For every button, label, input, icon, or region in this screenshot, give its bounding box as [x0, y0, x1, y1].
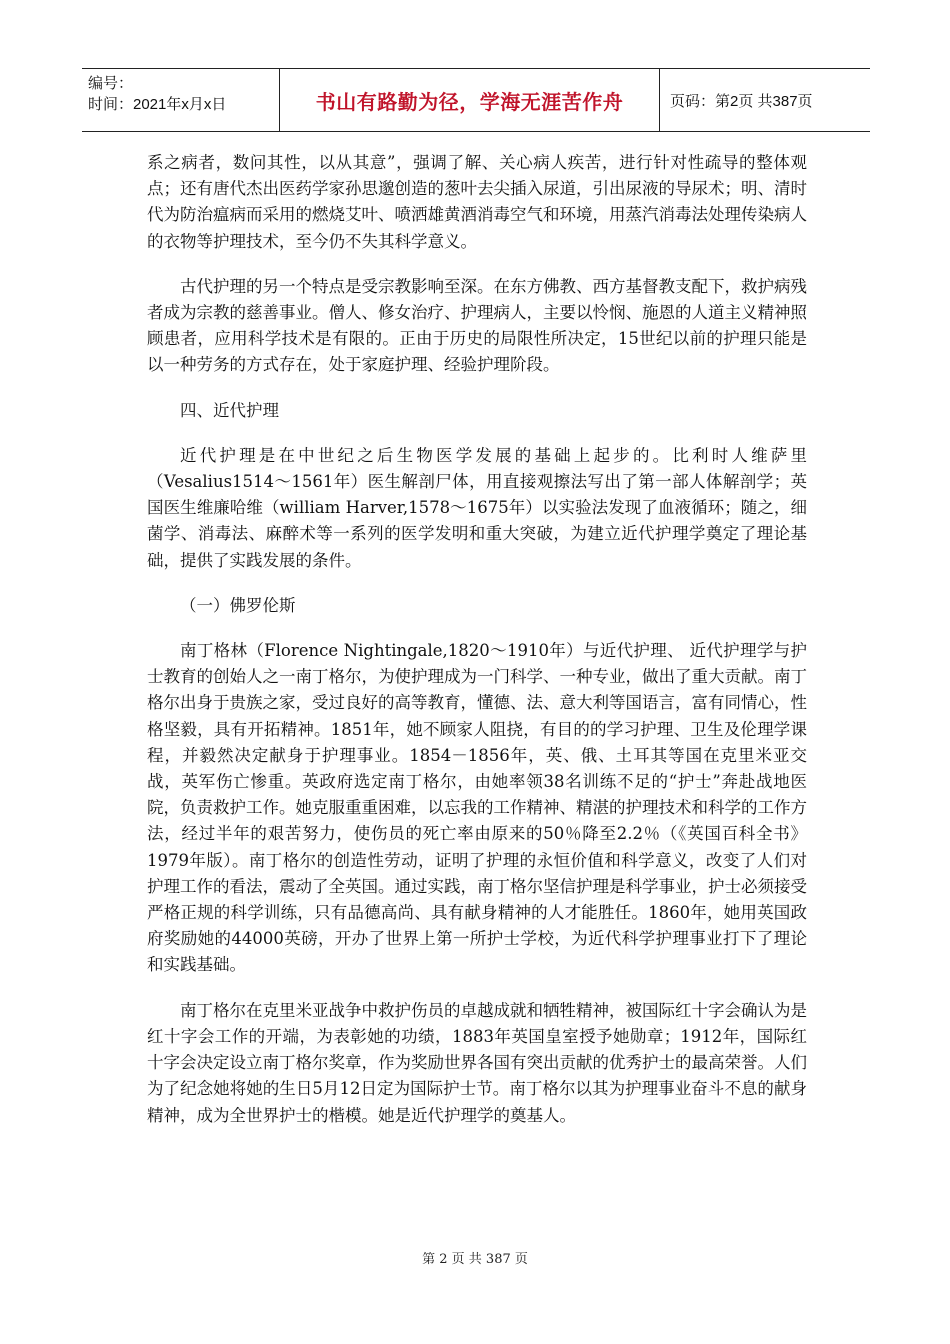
document-time-label: 时间：2021年x月x日 — [88, 96, 227, 113]
paragraph: 南丁格林（Florence Nightingale,1820～1910年）与近代护理、 近代护理学与护士教育的创始人之一南丁格尔，为使护理成为一门科学、一种专业，做出了重大贡献。南丁格尔出身于贵族之家，受过良好的高等教育，懂德、法、意大利等国语言，富有同情心，性格坚毅，具有开拓精神。1851年，她不顾家人阻挠，有目的的学习护理、卫生及伦理学课程，并毅然决定献身于护理事业。1854－1856年，英、俄、土耳其等国在克里米亚交战，英军伤亡惨重。英政府选定南丁格尔，由她率领38名训练不足的“护士”奔赴战地医院，负责救护工作。她克服重重困难，以忘我的工作精神、精湛的护理技术和科学的工作方法，经过半年的艰苦努力，使伤员的死亡率由原来的50％降至2.2％（《英国百科全书》1979年版）。南丁格尔的创造性劳动，证明了护理的永恒价值和科学意义，改变了人们对护理工作的看法，震动了全英国。通过实践，南丁格尔坚信护理是科学事业，护士必须接受严格正规的科学训练，只有品德高尚、具有献身精神的人才能胜任。1860年，她用英国政府奖励她的44000英磅，开办了世界上第一所护士学校，为近代科学护理事业打下了理论和实践基础。 — [147, 641, 807, 975]
header-page-label: 页码：第2页 共387页 — [670, 92, 813, 110]
header-motto: 书山有路勤为径，学海无涯苦作舟 — [315, 89, 624, 114]
paragraph: 近代护理是在中世纪之后生物医学发展的基础上起步的。比利时人维萨里（Vesalius1514～1561年）医生解剖尸体，用直接观擦法写出了第一部人体解剖学；英国医生维廉哈维（william Harver,1578～1675年）以实验法发现了血液循环；随之，细菌学、消毒法、麻醉术等一系列的医学发明和重大突破，为建立近代护理学奠定了理论基础，提供了实践发展的条件。 — [147, 445, 807, 570]
header-motto-cell — [280, 69, 660, 131]
header-meta — [82, 69, 280, 131]
document-number-label: 编号： — [88, 75, 134, 92]
header-page-cell — [660, 69, 870, 131]
subsection-heading: （一）佛罗伦斯 — [180, 595, 296, 615]
section-heading: 四、近代护理 — [180, 400, 279, 420]
page-footer: 第 2 页 共 387 页 — [422, 1252, 528, 1267]
paragraph: 古代护理的另一个特点是受宗教影响至深。在东方佛教、西方基督教支配下，救护病残者成为宗教的慈善事业。僧人、修女治疗、护理病人，主要以怜悯、施恩的人道主义精神照顾患者，应用科学技术是有限的。正由于历史的局限性所决定，15世纪以前的护理只能是以一种劳务的方式存在，处于家庭护理、经验护理阶段。 — [147, 276, 807, 375]
paragraph: 南丁格尔在克里米亚战争中救护伤员的卓越成就和牺牲精神，被国际红十字会确认为是红十字会工作的开端，为表彰她的功绩，1883年英国皇室授予她勋章；1912年，国际红十字会决定设立南丁格尔奖章，作为奖励世界各国有突出贡献的优秀护士的最高荣誉。人们为了纪念她将她的生日5月12日定为国际护士节。南丁格尔以其为护理事业奋斗不息的献身精神，成为全世界护士的楷模。她是近代护理学的奠基人。 — [147, 1000, 807, 1125]
document-body — [147, 150, 807, 1148]
paragraph: 系之病者，数问其性，以从其意”，强调了解、关心病人疾苦，进行针对性疏导的整体观点；还有唐代杰出医药学家孙思邈创造的葱叶去尖插入尿道，引出尿液的导尿术；明、清时代为防治瘟病而采用的燃烧艾叶、喷洒雄黄酒消毒空气和环境，用蒸汽消毒法处理传染病人的衣物等护理技术，至今仍不失其科学意义。 — [147, 153, 807, 251]
page-header — [82, 68, 870, 132]
